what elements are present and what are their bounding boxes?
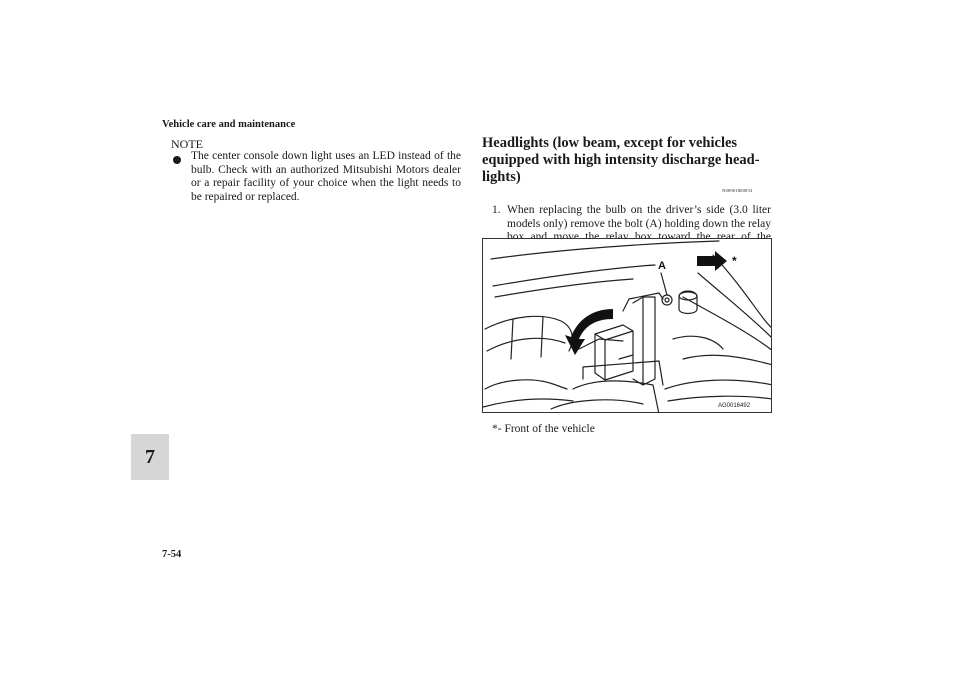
- page-number: 7-54: [162, 549, 182, 560]
- section-title: Headlights (low beam, except for vehicles equipped with high intensity discharge head-lights): [482, 135, 760, 185]
- chapter-tab: [131, 434, 169, 480]
- reference-code: N00901800033: [722, 188, 753, 193]
- note-text: The center console down light uses an LED instead of the bulb. Check with an authorized Mitsubishi Motors dealer or a repair facility of your choice when the light needs to be repaired or replaced.: [191, 150, 461, 204]
- rotation-arrow-icon: [565, 309, 613, 355]
- running-header: Vehicle care and maintenance: [162, 119, 296, 130]
- bullet-icon: [173, 156, 181, 164]
- figure-legend: *- Front of the vehicle: [492, 423, 595, 435]
- note-label: NOTE: [171, 137, 203, 151]
- callout-label-a: A: [658, 260, 666, 272]
- step-number: 1.: [492, 204, 501, 216]
- engine-bay-illustration: [482, 238, 772, 413]
- illustration-drawing: [483, 239, 772, 413]
- chapter-number: 7: [145, 446, 155, 468]
- step-text: When replacing the bulb on the driver’s side (3.0 liter models only) remove the bolt (A) holding down the relay: [507, 204, 771, 230]
- figure-code: AG0016492: [718, 403, 751, 409]
- front-direction-arrow-icon: [697, 251, 727, 271]
- front-marker-star: *: [732, 254, 737, 268]
